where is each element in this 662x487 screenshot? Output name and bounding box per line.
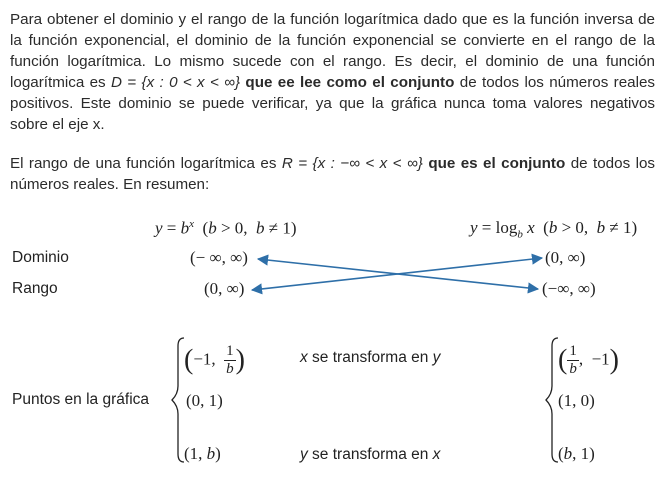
domain-row-label: Dominio xyxy=(12,249,69,266)
points-label: Puntos en la gráfica xyxy=(12,391,150,408)
p1-text-a: Para obtener el dominio y el rango de la función logarítmica dado que es la función inversa de la función exponencial, el dominio de la función exponencial se convierte en el rango de la función logarítmica. Lo mismo sucede con el rango. Es decir, el dominio de una función logarítmica es xyxy=(10,11,655,91)
range-set-math: R = {x : −∞ < x < ∞} xyxy=(281,155,423,172)
log-point-2: (1, 0) xyxy=(558,391,595,410)
exp-range-value: (0, ∞) xyxy=(204,279,245,298)
p2-text-a: El rango de una función logarítmica es xyxy=(10,155,282,172)
log-function-header: $y = \log_b x$ (b > 0, b ≠ 1) xyxy=(470,218,638,241)
transform-y-to-x: y se transforma en x xyxy=(300,446,441,463)
domain-set-math: D = {x : 0 < x < ∞} xyxy=(111,74,241,91)
exp-point-1: (−1, $\frac{1}{b}$ ) xyxy=(184,343,245,377)
log-points-brace xyxy=(546,338,558,462)
exp-domain-value: (− ∞, ∞) xyxy=(190,248,248,267)
p1-text-c: de todos los números reales positivos. Este dominio se puede verificar, ya que la gráfica nunca toma valores negativos sobre el eje x. xyxy=(10,74,655,133)
exp-point-3: (1, b) xyxy=(184,444,221,463)
p1-text-b: que ee lee como el conjunto xyxy=(240,74,455,91)
exp-point-2: (0, 1) xyxy=(186,391,223,410)
p2-text-c: de todos los números reales. En resumen: xyxy=(10,155,655,193)
points-brace xyxy=(172,338,184,462)
p2-text-b: que es el conjunto xyxy=(422,155,566,172)
log-point-3: (b, 1) xyxy=(558,444,595,463)
log-point-1: ( $\frac{1}{b}$ , −1) xyxy=(558,343,619,377)
exp-function-header: $y = b^x$ (b > 0, b ≠ 1) xyxy=(155,218,297,238)
log-domain-value: (0, ∞) xyxy=(545,248,586,267)
transform-x-to-y: x se transforma en y xyxy=(300,349,441,366)
log-range-value: (−∞, ∞) xyxy=(542,279,596,298)
range-row-label: Rango xyxy=(12,280,58,297)
